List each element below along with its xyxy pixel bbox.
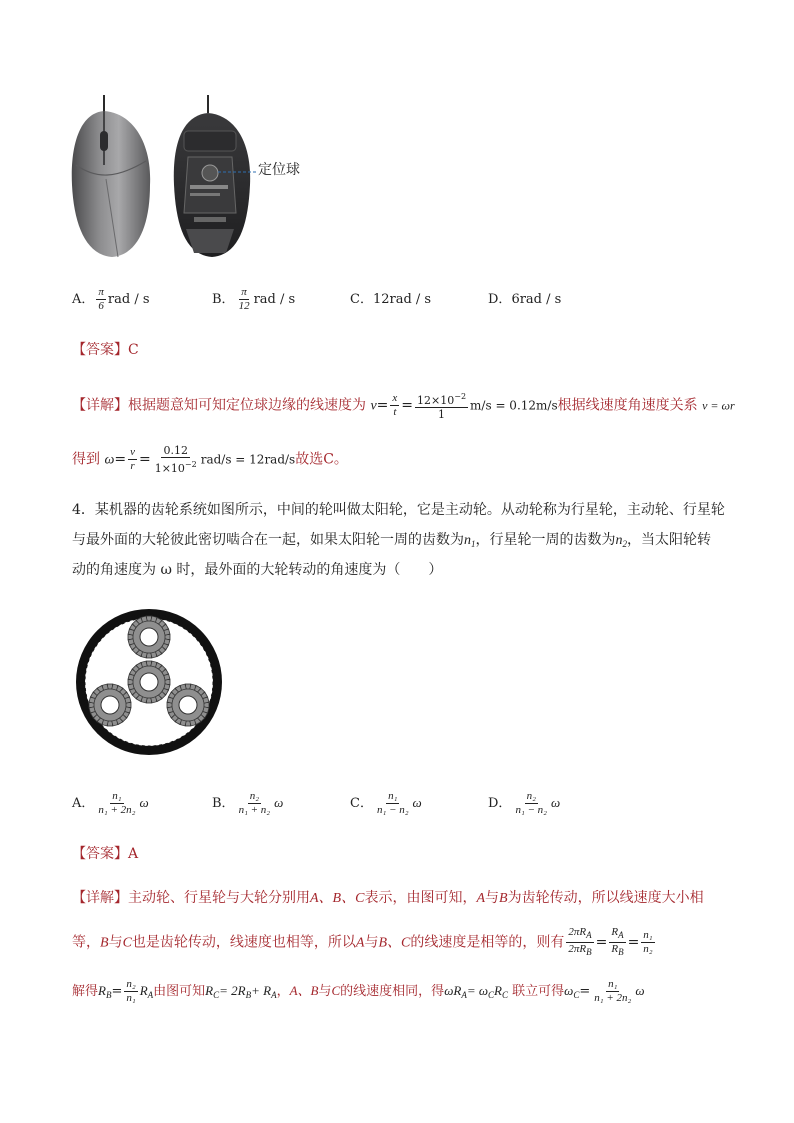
q3-detail-line1: 【详解】根据题意知可知定位球边缘的线速度为 v= $\frac{x}{t}$ = $\frac{12\times 10^{-2}}{1}$ m/s = 0.12m/s根据线速度角速度关系 v = ωr xyxy=(72,392,735,421)
q4-option-d: D． $\frac{\text{n₂}}{\text{n₁ − n₂}}$ ω xyxy=(488,790,561,816)
q4-stem-line2: 与最外面的大轮彼此密切啮合在一起，如果太阳轮一周的齿数为$n_1$，行星轮一周的齿数为$n_2$，当太阳轮转 xyxy=(72,532,711,549)
mouse-figure xyxy=(66,95,316,265)
q4-detail-line2: 等，B与C也是齿轮传动，线速度也相等，所以A与B、C的线速度是相等的，则有 $\frac{2\pi R_A}{2\pi R_B}$ = $\frac{R_A}{R_B}$ = $\frac{\text{n₁}}{\text{n₂}}$ xyxy=(72,926,653,957)
q4-stem-line1: 4．某机器的齿轮系统如图所示，中间的轮叫做太阳轮，它是主动轮。从动轮称为行星轮，主动轮、行星轮 xyxy=(72,502,725,518)
q4-option-a: A． $\frac{\text{n₁}}{\text{n₁ + 2n₂}}$ ω xyxy=(72,790,149,816)
planet-gear-left xyxy=(89,684,131,726)
q3-option-a: A． $\frac{\pi}{6}$ rad / s xyxy=(72,286,150,312)
q3-option-b: B． $\frac{\pi}{12}$ rad / s xyxy=(212,286,296,312)
planet-gear-right xyxy=(167,684,209,726)
q3-option-d: D．6rad / s xyxy=(488,292,562,307)
q4-answer: 【答案】A xyxy=(72,846,139,862)
sun-gear xyxy=(128,661,170,703)
q4-stem-line3: 动的角速度为 ω 时，最外面的大轮转动的角速度为（ ） xyxy=(72,562,443,578)
gear-system-figure xyxy=(72,608,226,756)
q3-answer: 【答案】C xyxy=(72,342,139,358)
q3-option-c: C．12rad / s xyxy=(350,292,432,307)
q4-option-b: B． $\frac{\text{n₂}}{\text{n₁ + n₂}}$ ω xyxy=(212,790,284,816)
planet-gear-top xyxy=(128,616,170,658)
locating-ball-label: 定位球 xyxy=(258,162,300,178)
q4-detail-line1: 【详解】主动轮、行星轮与大轮分别用A、B、C表示，由图可知，A与B为齿轮传动，所以线速度大小相 xyxy=(72,890,704,906)
q3-detail-line2: 得到 ω= $\frac{v}{r}$ = $\frac{0.12}{1\times 10^{-2}}$ rad/s = 12rad/s故选C。 xyxy=(72,444,348,475)
q4-detail-line3: 解得$R_B=$ $\frac{\text{n₂}}{\text{n₁}}$ $R_A$由图可知$R_C= 2R_B+ R_A$，A、B与C的线速度相同，得$\omega R_A= \omega_CR_C$ 联立可得$\omega_C=$ $\frac{\text{n₁}}{\text{n₁ + 2n₂}}$ ω xyxy=(72,978,645,1004)
q4-option-c: C． $\frac{\text{n₁}}{\text{n₁ − n₂}}$ ω xyxy=(350,790,422,816)
mouse-bottom-view xyxy=(174,95,256,257)
mouse-top-view xyxy=(72,95,150,257)
